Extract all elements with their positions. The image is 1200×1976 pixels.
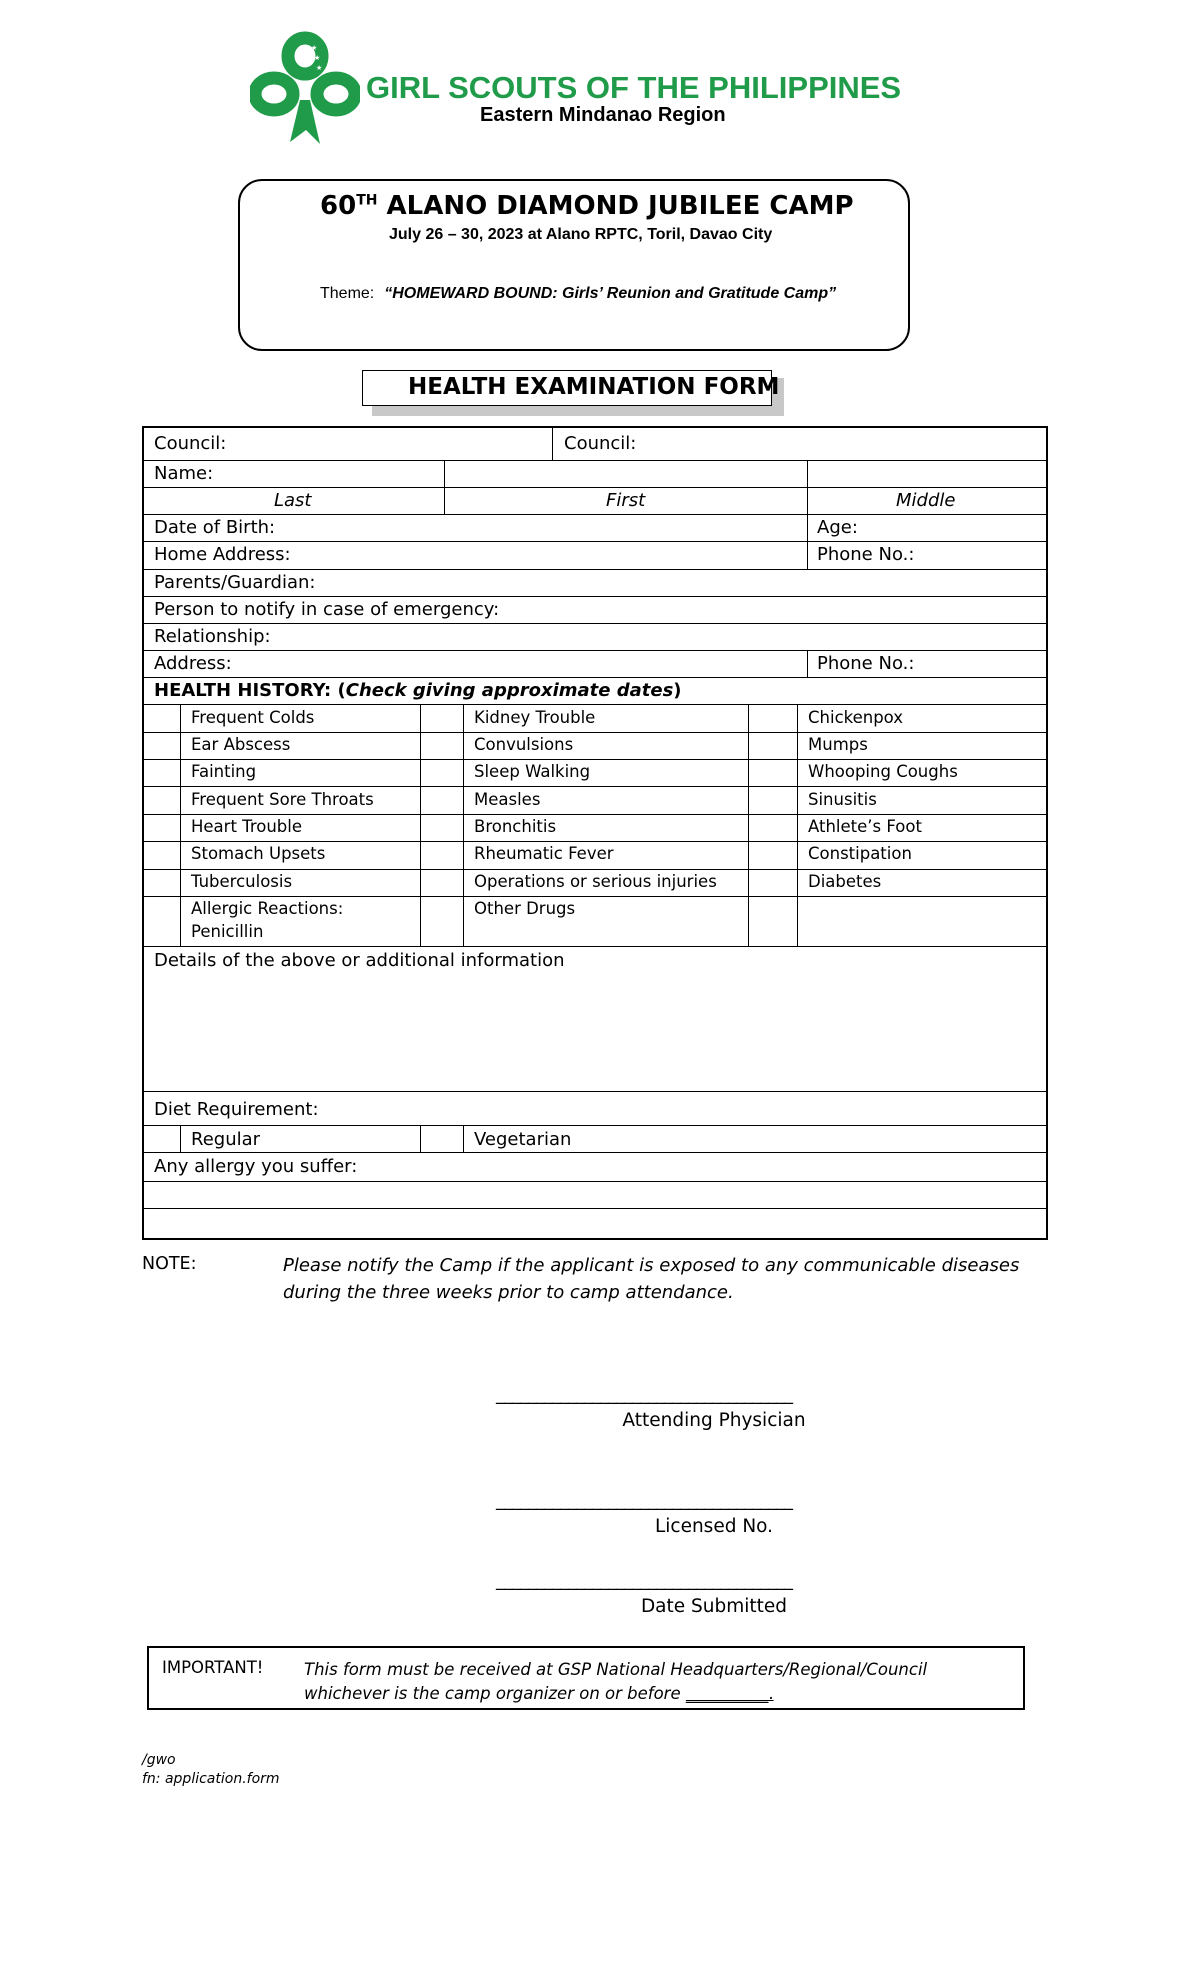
condition-kidney-trouble: Kidney Trouble [474,708,596,727]
condition-ear-abscess: Ear Abscess [191,735,291,754]
trefoil-logo-icon [250,30,360,150]
age-label: Age: [817,517,858,538]
physician-signature-line: _____________________________________ [496,1384,792,1405]
camp-info-box [238,179,910,351]
condition-bronchitis: Bronchitis [474,817,557,836]
svg-text:★: ★ [316,64,323,72]
condition-heart-trouble: Heart Trouble [191,817,303,836]
relationship-label: Relationship: [154,626,271,647]
condition-penicillin: Penicillin [191,922,264,941]
camp-dates: July 26 – 30, 2023 at Alano RPTC, Toril, Davao City [389,226,773,243]
health-form-table [142,426,1048,1240]
diet-vegetarian-label: Vegetarian [474,1129,572,1150]
condition-tuberculosis: Tuberculosis [191,872,293,891]
address-label: Address: [154,653,232,674]
important-text: This form must be received at GSP National Headquarters/Regional/Council whichever is the camp organizer on or before __________. [304,1660,928,1703]
condition-fainting: Fainting [191,762,257,781]
condition-whooping-coughs: Whooping Coughs [808,762,958,781]
condition-measles: Measles [474,790,541,809]
condition-mumps: Mumps [808,735,868,754]
details-label: Details of the above or additional information [154,950,565,971]
diet-regular-label: Regular [191,1129,261,1150]
date-signature-line: _____________________________________ [496,1570,792,1591]
important-label: IMPORTANT! [162,1658,264,1677]
condition-convulsions: Convulsions [474,735,574,754]
svg-text:★: ★ [314,54,321,62]
date-submitted-label: Date Submitted [640,1596,788,1617]
camp-theme: Theme: “HOMEWARD BOUND: Girls’ Reunion and Gratitude Camp” [320,285,837,302]
phone-label-1: Phone No.: [817,544,915,565]
condition-sore-throats: Frequent Sore Throats [191,790,374,809]
condition-sinusitis: Sinusitis [808,790,877,809]
form-title-box [362,370,780,406]
condition-frequent-colds: Frequent Colds [191,708,315,727]
parents-label: Parents/Guardian: [154,572,316,593]
council-label-1: Council: [154,433,227,454]
physician-label: Attending Physician [622,1410,806,1431]
condition-rheumatic-fever: Rheumatic Fever [474,844,614,863]
condition-stomach-upsets: Stomach Upsets [191,844,326,863]
middle-name-label: Middle [896,490,956,511]
name-label: Name: [154,463,214,484]
condition-constipation: Constipation [808,844,912,863]
condition-sleep-walking: Sleep Walking [474,762,591,781]
org-name: GIRL SCOUTS OF THE PHILIPPINES [366,70,902,105]
note-label: NOTE: [142,1254,197,1274]
allergy-label: Any allergy you suffer: [154,1156,358,1177]
diet-label: Diet Requirement: [154,1099,319,1120]
condition-diabetes: Diabetes [808,872,882,891]
licensed-label: Licensed No. [654,1516,774,1537]
important-box [147,1646,1025,1710]
note-text: Please notify the Camp if the applicant is exposed to any communicable diseases during the three weeks prior to camp attendance. [283,1255,1020,1303]
licensed-signature-line: _____________________________________ [496,1490,792,1511]
svg-text:★: ★ [311,44,318,52]
condition-athletes-foot: Athlete’s Foot [808,817,922,836]
phone-label-2: Phone No.: [817,653,915,674]
condition-other-drugs: Other Drugs [474,899,576,918]
health-history-heading: HEALTH HISTORY: (Check giving approximate dates) [154,680,682,701]
footer-filename: fn: application.form [142,1771,280,1787]
council-label-2: Council: [564,433,637,454]
home-address-label: Home Address: [154,544,291,565]
region-name: Eastern Mindanao Region [480,104,726,126]
condition-allergic-reactions: Allergic Reactions: [191,899,344,918]
condition-chickenpox: Chickenpox [808,708,904,727]
camp-title: 60TH ALANO DIAMOND JUBILEE CAMP [320,191,854,221]
condition-operations: Operations or serious injuries [474,872,717,891]
first-name-label: First [606,490,646,511]
dob-label: Date of Birth: [154,517,276,538]
footer-initials: /gwo [142,1752,176,1768]
emergency-contact-label: Person to notify in case of emergency: [154,599,500,620]
form-title: HEALTH EXAMINATION FORM [408,374,780,400]
last-name-label: Last [274,490,312,511]
